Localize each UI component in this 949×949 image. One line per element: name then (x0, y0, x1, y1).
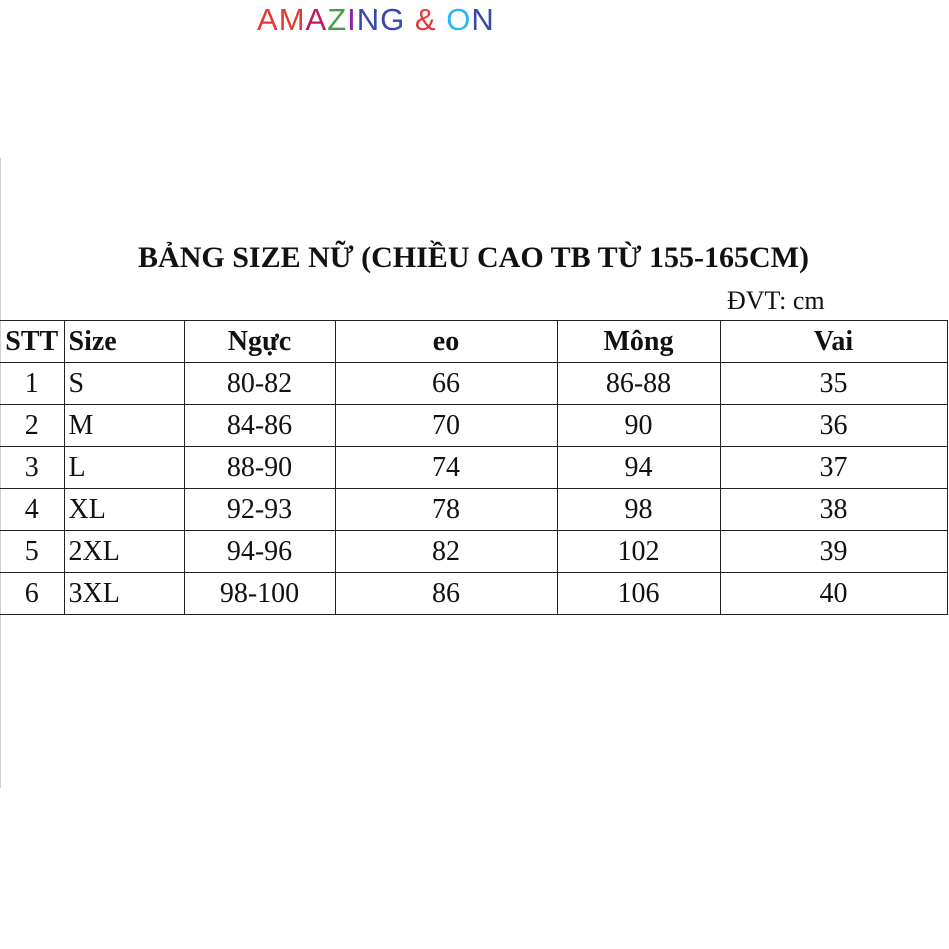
table-row (0, 447, 947, 489)
brand-letter: N (356, 2, 381, 37)
brand-letter: O (446, 2, 472, 37)
unit-label: ĐVT: cm (727, 286, 825, 315)
cell-stt: 3 (0, 447, 64, 489)
table-row (0, 363, 947, 405)
cell-stt: 2 (0, 405, 64, 447)
table-row (0, 489, 947, 531)
cell-shoulder: 35 (720, 363, 947, 405)
cell-waist: 82 (335, 531, 557, 573)
cell-waist: 66 (335, 363, 557, 405)
brand-letter: A (257, 2, 279, 37)
cell-hip: 90 (557, 405, 720, 447)
cell-waist: 70 (335, 405, 557, 447)
header-size: Size (64, 321, 184, 363)
brand-logo (257, 2, 495, 38)
cell-stt: 5 (0, 531, 64, 573)
cell-hip: 102 (557, 531, 720, 573)
cell-hip: 98 (557, 489, 720, 531)
cell-size: S (64, 363, 184, 405)
table-row (0, 531, 947, 573)
brand-letter: Z (327, 2, 348, 37)
cell-waist: 78 (335, 489, 557, 531)
cell-hip: 106 (557, 573, 720, 615)
cell-waist: 86 (335, 573, 557, 615)
table-row (0, 405, 947, 447)
cell-stt: 6 (0, 573, 64, 615)
cell-shoulder: 36 (720, 405, 947, 447)
cell-chest: 84-86 (184, 405, 335, 447)
cell-shoulder: 39 (720, 531, 947, 573)
brand-letter (437, 2, 447, 38)
cell-size: L (64, 447, 184, 489)
brand-letter: N (471, 2, 495, 37)
cell-shoulder: 40 (720, 573, 947, 615)
header-waist: eo (335, 321, 557, 363)
cell-size: XL (64, 489, 184, 531)
cell-chest: 98-100 (184, 573, 335, 615)
cell-size: 3XL (64, 573, 184, 615)
cell-stt: 1 (0, 363, 64, 405)
cell-shoulder: 38 (720, 489, 947, 531)
cell-size: 2XL (64, 531, 184, 573)
brand-letter: & (414, 2, 437, 37)
brand-letter: M (278, 2, 306, 37)
cell-chest: 94-96 (184, 531, 335, 573)
table-header-row (0, 321, 947, 363)
brand-letter: G (380, 2, 406, 37)
header-shoulder: Vai (720, 321, 947, 363)
cell-size: M (64, 405, 184, 447)
header-chest: Ngực (184, 321, 335, 363)
cell-hip: 94 (557, 447, 720, 489)
page-title: BẢNG SIZE NỮ (CHIỀU CAO TB TỪ 155-165CM) (138, 241, 809, 274)
cell-chest: 80-82 (184, 363, 335, 405)
header-stt: STT (0, 321, 64, 363)
brand-letter: A (305, 2, 328, 37)
cell-stt: 4 (0, 489, 64, 531)
cell-chest: 92-93 (184, 489, 335, 531)
cell-chest: 88-90 (184, 447, 335, 489)
brand-letter: I (347, 2, 357, 37)
cell-shoulder: 37 (720, 447, 947, 489)
size-table (0, 320, 948, 615)
table-row (0, 573, 947, 615)
cell-waist: 74 (335, 447, 557, 489)
cell-hip: 86-88 (557, 363, 720, 405)
header-hip: Mông (557, 321, 720, 363)
brand-letter (405, 2, 415, 38)
